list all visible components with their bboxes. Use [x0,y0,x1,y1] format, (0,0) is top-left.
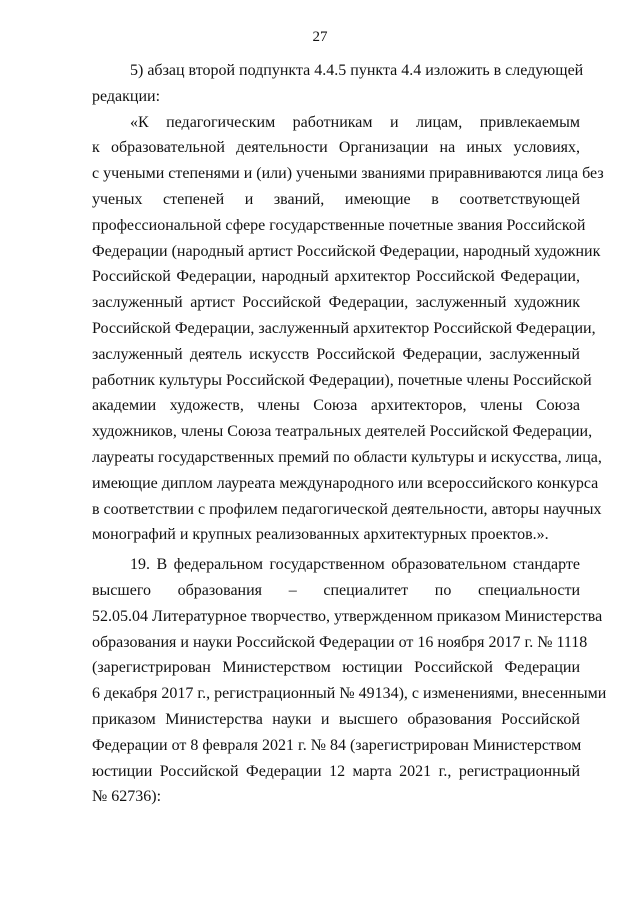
text-line: в соответствии с профилем педагогической деятельности, авторы научных [92,500,602,518]
text-line: 19. В федеральном государственном образовательном стандарте [130,556,580,574]
text-line: 52.05.04 Литературное творчество, утвержденном приказом Министерства [92,607,603,625]
text-line: высшего образования – специалитет по специальности [92,581,580,599]
text-line: (зарегистрирован Министерством юстиции Российской Федерации [92,659,580,677]
text-line: художников, члены Союза театральных деятелей Российской Федерации, [92,423,593,441]
text-line: заслуженный деятель искусств Российской Федерации, заслуженный [92,345,580,363]
text-line: юстиции Российской Федерации 12 марта 2021 г., регистрационный [92,762,580,780]
text-line: заслуженный артист Российской Федерации, заслуженный художник [92,294,580,312]
document-body [92,58,607,810]
text-line: имеющие диплом лауреата международного или всероссийского конкурса [92,474,599,492]
text-line: 5) абзац второй подпункта 4.4.5 пункта 4.4 изложить в следующей [130,62,584,79]
text-line: приказом Министерства науки и высшего образования Российской [92,710,580,728]
paragraph-amendment-intro [92,58,584,110]
text-line: к образовательной деятельности Организации на иных условиях, [92,139,580,157]
text-line: Федерации от 8 февраля 2021 г. № 84 (зарегистрирован Министерством [92,736,582,754]
text-line: № 62736): [92,788,162,806]
text-line: образования и науки Российской Федерации от 16 ноября 2017 г. № 1118 [92,633,588,651]
text-line: работник культуры Российской Федерации), почетные члены Российской [92,371,592,389]
text-line: профессиональной сфере государственные почетные звания Российской [92,216,586,234]
text-line: Российской Федерации, заслуженный архитектор Российской Федерации, [92,319,596,337]
paragraph-item-19 [92,552,607,810]
text-line: редакции: [92,87,161,105]
text-line: академии художеств, члены Союза архитекторов, члены Союза [92,397,580,415]
text-line: лауреаты государственных премий по области культуры и искусства, лица, [92,448,602,466]
text-line: «К педагогическим работникам и лицам, привлекаемым [130,113,580,131]
text-line: монографий и крупных реализованных архитектурных проектов.». [92,526,549,544]
paragraph-amendment-text [92,110,604,549]
text-line: с учеными степенями и (или) учеными званиями приравниваются лица без [92,165,604,183]
text-line: Российской Федерации, народный архитектор Российской Федерации, [92,268,580,286]
page-number: 27 [312,29,328,45]
text-line: Федерации (народный артист Российской Федерации, народный художник [92,242,601,260]
text-line: ученых степеней и званий, имеющие в соответствующей [92,190,580,208]
text-line: 6 декабря 2017 г., регистрационный № 49134), с изменениями, внесенными [92,685,607,703]
